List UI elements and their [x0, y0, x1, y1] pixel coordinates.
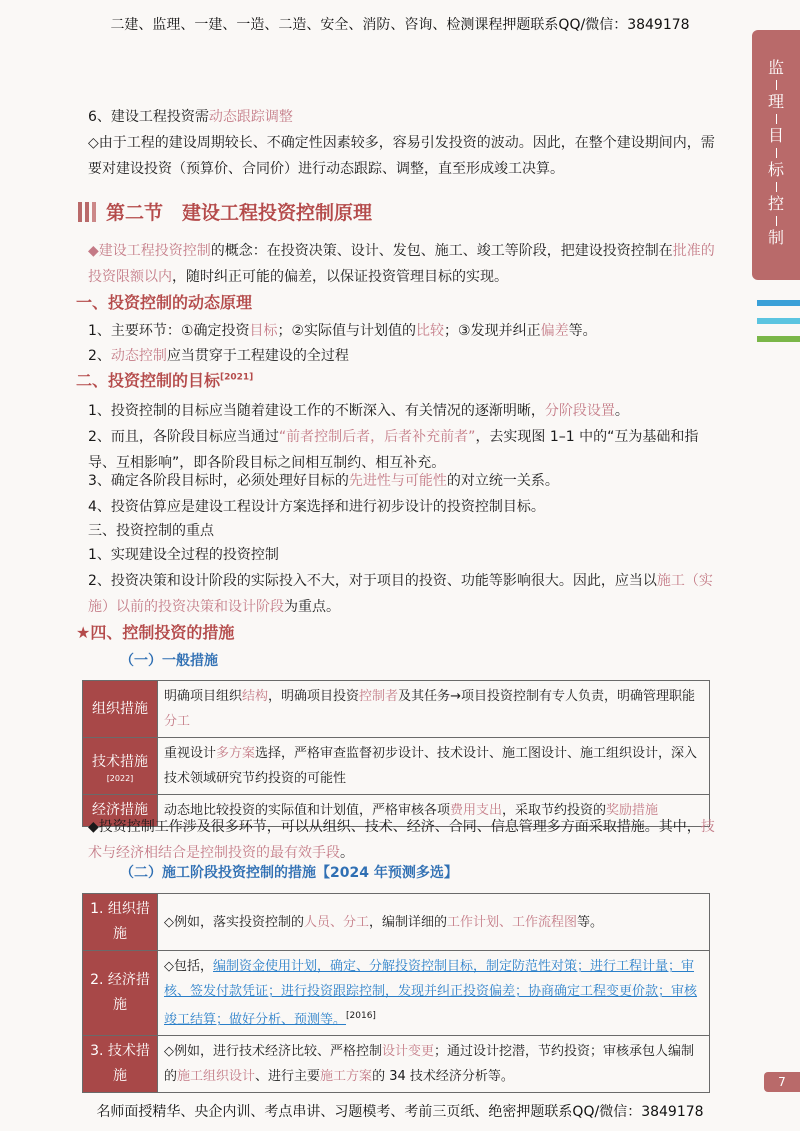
measure-label: 组织措施: [83, 681, 158, 738]
side-tab-char: 标: [767, 160, 784, 179]
color-stripe: [757, 300, 800, 306]
side-tab-char: 监: [767, 58, 784, 77]
dynamic-item-1: 1、主要环节：①确定投资目标；②实际值与计划值的比较；③发现并纠正偏差等。: [88, 323, 597, 339]
side-tab: [752, 30, 800, 280]
side-tab-char: 制: [767, 228, 784, 247]
heading-general: （一）一般措施: [120, 653, 218, 669]
bars-icon: [78, 202, 96, 222]
goal-item-4: 4、投资估算应是建设工程设计方案选择和进行初步设计的投资控制目标。: [88, 499, 545, 515]
item-6-body: ◇由于工程的建设周期较长、不确定性因素较多，容易引发投资的波动。因此，在整个建设期间内，需要对建设投资（预算价、合同价）进行动态跟踪、调整，直至形成竣工决算。: [88, 135, 715, 177]
concept-paragraph: ◆建设工程投资控制的概念：在投资决策、设计、发包、施工、竣工等阶段，把建设投资控制在批准的投资限额以内，随时纠正可能的偏差，以保证投资管理目标的实现。: [88, 243, 715, 285]
heading-key: 三、投资控制的重点: [88, 523, 214, 539]
measure-label: 3. 技术措施: [83, 1036, 158, 1093]
measure-content: 明确项目组织结构，明确项目投资控制者及其任务→项目投资控制有专人负责，明确管理职能分工: [158, 681, 710, 738]
heading-goal: 二、投资控制的目标[2021]: [76, 371, 254, 390]
goal-item-2: 2、而且，各阶段目标应当通过“前者控制后者，后者补充前者”，去实现图 1–1 中的“互为基础和指导、互相影响”，即各阶段目标之间相互制约、相互补充。: [88, 429, 699, 471]
construction-measure-row: [83, 1036, 710, 1093]
side-tab-char: 控: [767, 194, 784, 213]
key-item-2: 2、投资决策和设计阶段的实际投入不大，对于项目的投资、功能等影响很大。因此，应当以施工（实施）以前的投资决策和设计阶段为重点。: [88, 573, 713, 615]
measure-content: ◇包括，编制资金使用计划，确定、分解投资控制目标，制定防范性对策；进行工程计量；审核、签发付款凭证；进行投资跟踪控制，发现并纠正投资偏差；协商确定工程变更价款；审核竣工结算；做好分析、预测等。[2016]: [158, 951, 710, 1036]
color-stripe: [757, 318, 800, 324]
page-number: 7: [764, 1072, 800, 1092]
key-item-1: 1、实现建设全过程的投资控制: [88, 547, 279, 563]
goal-item-3: 3、确定各阶段目标时，必须处理好目标的先进性与可能性的对立统一关系。: [88, 473, 559, 489]
color-stripe: [757, 336, 800, 342]
note-paragraph: ◆投资控制工作涉及很多环节，可以从组织、技术、经济、合同、信息管理多方面采取措施。其中，技术与经济相结合是控制投资的最有效手段。: [88, 819, 715, 861]
side-tab-char: 理: [767, 92, 784, 111]
page-header: 二建、监理、一建、一造、二造、安全、消防、咨询、检测课程押题联系QQ/微信：3849178: [110, 17, 690, 33]
general-measure-row: [83, 738, 710, 795]
measure-label: 经济措施: [83, 795, 158, 827]
measure-content: ◇例如，进行技术经济比较、严格控制设计变更；通过设计挖潜，节约投资；审核承包人编制的施工组织设计、进行主要施工方案的 34 技术经济分析等。: [158, 1036, 710, 1093]
measure-label: 2. 经济措施: [83, 951, 158, 1036]
side-tab-char: 目: [767, 126, 784, 145]
heading-construction: （二）施工阶段投资控制的措施【2024 年预测多选】: [120, 865, 458, 881]
measure-content: 动态地比较投资的实际值和计划值，严格审核各项费用支出，采取节约投资的奖励措施: [158, 795, 710, 827]
heading-measures: ★四、控制投资的措施: [76, 623, 235, 642]
measure-label: 技术措施 [2022]: [83, 738, 158, 795]
page-footer: 名师面授精华、央企内训、考点串讲、习题模考、考前三页纸、绝密押题联系QQ/微信：3849178: [96, 1104, 704, 1120]
section-title: 第二节 建设工程投资控制原理: [78, 198, 372, 225]
measure-label: 1. 组织措施: [83, 894, 158, 951]
construction-measure-row: [83, 894, 710, 951]
construction-measure-row: [83, 951, 710, 1036]
measure-content: 重视设计多方案选择，严格审查监督初步设计、技术设计、施工图设计、施工组织设计，深入技术领域研究节约投资的可能性: [158, 738, 710, 795]
measure-content: ◇例如，落实投资控制的人员、分工，编制详细的工作计划、工作流程图等。: [158, 894, 710, 951]
goal-item-1: 1、投资控制的目标应当随着建设工作的不断深入、有关情况的逐渐明晰，分阶段设置。: [88, 403, 629, 419]
general-measures-table: [82, 680, 710, 827]
general-measure-row: [83, 681, 710, 738]
dynamic-item-2: 2、动态控制应当贯穿于工程建设的全过程: [88, 348, 349, 364]
item-6-heading: 6、建设工程投资需动态跟踪调整: [88, 109, 293, 125]
heading-dynamic: 一、投资控制的动态原理: [76, 293, 253, 312]
construction-measures-table: [82, 893, 710, 1093]
